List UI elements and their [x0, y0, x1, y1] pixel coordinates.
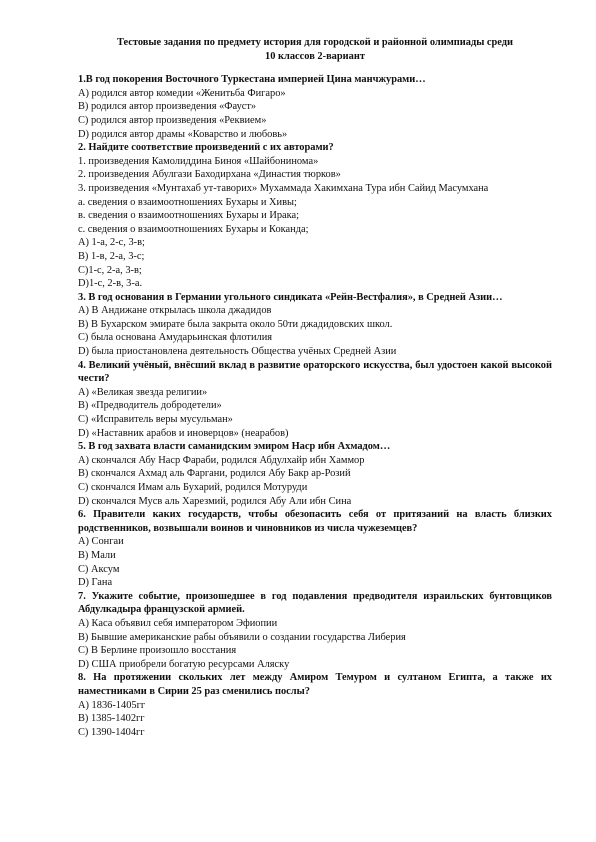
answer-line: в. сведения о взаимоотношениях Бухары и Ирака;	[78, 210, 300, 222]
answer-line: А) Сонгаи	[78, 536, 124, 548]
question-list	[78, 73, 552, 739]
answer-line: В) Мали	[78, 549, 116, 561]
answer-line: D) родился автор драмы «Коварство и любовь»	[78, 128, 288, 140]
answer-line: D) «Наставник арабов и иноверцов» (неарабов)	[78, 427, 289, 439]
answer-line: 2. произведения Абулгази Баходирхана «Династия тюрков»	[78, 169, 341, 181]
answer-line: В) «Предводитель добродетели»	[78, 400, 222, 412]
answer-line: D) Гана	[78, 577, 113, 589]
answer-line: с. сведения о взаимоотношениях Бухары и Коканда;	[78, 223, 309, 235]
answer-line: С) была основана Амударьинская флотилия	[78, 332, 273, 344]
answer-line: А) 1-а, 2-с, 3-в;	[78, 237, 145, 249]
answer-line: а. сведения о взаимоотношениях Бухары и Хивы;	[78, 196, 297, 208]
answer-line: С) «Исправитель веры мусульман»	[78, 414, 233, 426]
answer-line: В) скончался Ахмад аль Фаргани, родился Абу Бакр ар-Розий	[78, 468, 351, 480]
answer-line: 3. произведения «Мунтахаб ут-таворих» Мухаммада Хакимхана Тура ибн Сайид Масумхана	[78, 182, 489, 194]
answer-line: D)1-с, 2-в, 3-а.	[78, 278, 143, 290]
answer-line: С) родился автор произведения «Реквием»	[78, 114, 267, 126]
question-2	[78, 141, 552, 291]
title-line-1: Тестовые задания по предмету история для городской и районной олимпиады среди	[116, 37, 514, 48]
question-5	[78, 440, 552, 508]
answer-line: D) была приостановлена деятельность Общества учёных Средней Азии	[78, 346, 397, 358]
question-text: 1.В год покорения Восточного Туркестана империей Цина манчжурами…	[78, 74, 426, 86]
question-text: 4. Великий учёный, внёсший вклад в развитие ораторского искусства, был удостоен какой высокой чести?	[78, 359, 552, 385]
question-text: 7. Укажите событие, произошедшее в год подавления предводителя израильских бунтовщиков Абдулкадыра французской армией.	[78, 590, 552, 616]
answer-line: А) родился автор комедии «Женитьба Фигаро»	[78, 87, 286, 99]
answer-line: 1. произведения Камолиддина Биноя «Шайбониномa»	[78, 155, 319, 167]
title-line-2: 10 классов 2-вариант	[265, 50, 365, 62]
answer-line: А) 1836-1405гг	[78, 699, 146, 711]
document-title	[78, 36, 552, 63]
question-text: 8. На протяжении скольких лет между Амиром Темуром и султаном Египта, а также их наместниками в Сирии 25 раз сменились послы?	[78, 672, 552, 697]
answer-line: А) «Великая звезда религии»	[78, 386, 208, 398]
question-1	[78, 73, 552, 141]
answer-line: B) 1-в, 2-а, 3-с;	[78, 250, 145, 262]
answer-line: С) В Берлине произошло восстания	[78, 645, 237, 657]
question-4	[78, 359, 552, 441]
answer-line: В) родился автор произведения «Фауст»	[78, 101, 257, 113]
answer-line: C)1-с, 2-а, 3-в;	[78, 264, 142, 276]
answer-line: А) скончался Абу Наср Фараби, родился Абдулхайр ибн Хаммор	[78, 454, 365, 466]
question-6	[78, 508, 552, 590]
question-text: 2. Найдите соответствие произведений с их авторами?	[78, 142, 334, 154]
question-3	[78, 291, 552, 359]
answer-line: В) В Бухарском эмирате была закрыта около 50ти джадидовских школ.	[78, 318, 393, 330]
answer-line: В) 1385-1402гг	[78, 713, 145, 725]
question-7	[78, 590, 552, 672]
question-8	[78, 671, 552, 739]
answer-line: С) скончался Имам аль Бухарий, родился Мотуруди	[78, 482, 308, 493]
answer-line: В) Бывшие американские рабы объявили о создании государства Либерия	[78, 631, 406, 643]
answer-line: А) В Андижане открылась школа джадидов	[78, 305, 272, 317]
answer-line: D) скончался Мусв аль Харезмий, родился Абу Али ибн Сина	[78, 495, 352, 507]
answer-line: А) Каса объявил себя императором Эфиопии	[78, 617, 278, 629]
answer-line: С) Аксум	[78, 563, 120, 575]
answer-line: С) 1390-1404гг	[78, 726, 145, 738]
answer-line: D) США приобрели богатую ресурсами Аляску	[78, 658, 290, 670]
question-text: 3. В год основания в Германии угольного синдиката «Рейн-Вестфалия», в Средней Азии…	[78, 291, 503, 303]
question-text: 5. В год захвата власти саманидским эмиром Наср ибн Ахмадом…	[78, 441, 391, 453]
question-text: 6. Правители каких государств, чтобы обезопасить себя от притязаний на власть близких родственников, возвышали воинов и чиновников из числа чужеземцев?	[78, 509, 552, 534]
